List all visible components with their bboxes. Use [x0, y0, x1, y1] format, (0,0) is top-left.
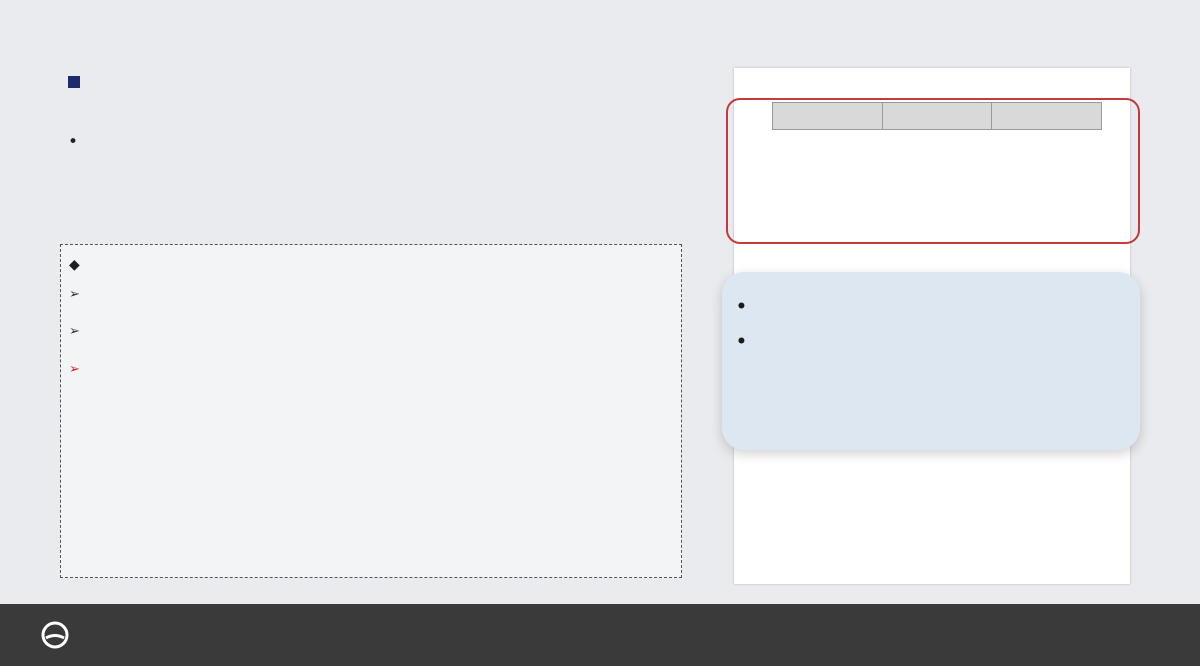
highlight-ring [726, 98, 1140, 244]
bullet-dot-icon: • [736, 297, 747, 317]
intro-paragraph [68, 126, 680, 158]
brand-logo-icon [40, 620, 70, 650]
diamond-icon: ◆ [69, 257, 80, 273]
square-bullet-icon [68, 76, 80, 88]
policy-item-2024 [69, 316, 663, 347]
policy-title [69, 257, 663, 273]
bullet-dot-icon: • [68, 132, 79, 152]
arrow-icon: ➢ [69, 324, 80, 339]
policy-item-2021 [69, 279, 663, 310]
footer-bar [0, 604, 1200, 666]
policy-conclusion [69, 355, 663, 385]
section-heading [68, 76, 98, 88]
policy-box [60, 244, 682, 578]
callout-box [722, 272, 1140, 450]
arrow-icon: ➢ [69, 362, 80, 377]
callout-item [736, 327, 1126, 358]
bullet-dot-icon: • [736, 332, 747, 352]
arrow-icon: ➢ [69, 287, 80, 302]
callout-item [736, 292, 1126, 323]
